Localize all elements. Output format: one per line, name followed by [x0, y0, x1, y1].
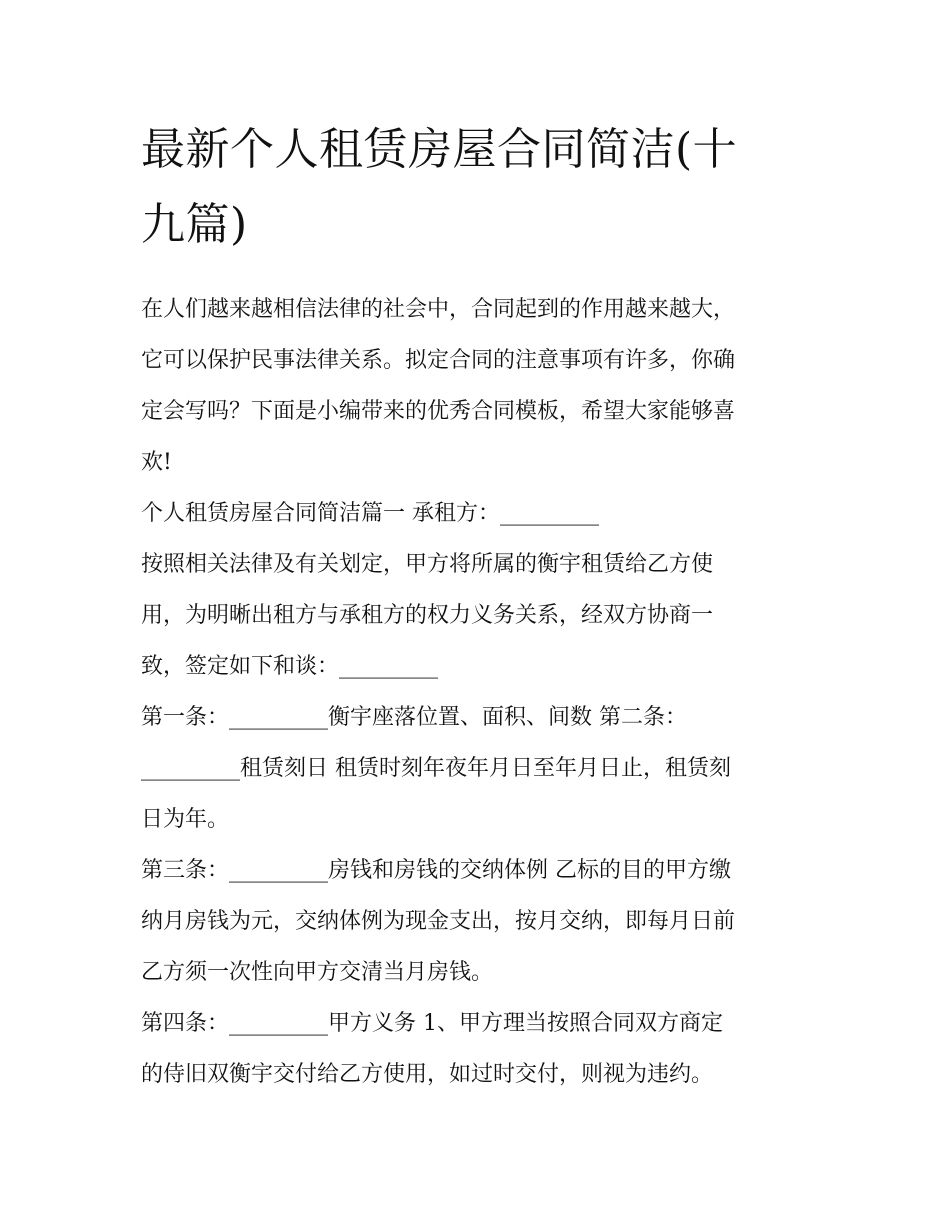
- document-title: [141, 112, 821, 262]
- text-line: 按照相关法律及有关划定，甲方将所属的衡宇租赁给乙方使: [141, 552, 714, 577]
- article-1-2-paragraph: [141, 692, 821, 845]
- text-line: 第四条：_________甲方义务 1、甲方理当按照合同双方商定: [141, 1011, 723, 1036]
- text-line: 的侍旧双衡宇交付给乙方使用，如过时交付，则视为违约。: [141, 1062, 714, 1087]
- article-3-paragraph: [141, 845, 821, 998]
- text-line: 致，签定如下和谈：_________: [141, 654, 439, 679]
- document-body: [141, 112, 821, 1100]
- text-line: 用，为明晰出租方与承租方的权力义务关系，经双方协商一: [141, 603, 714, 628]
- text-line: 日为年。: [141, 807, 230, 832]
- text-line: 乙方须一次性向甲方交清当月房钱。: [141, 960, 494, 985]
- text-line: 欢!: [141, 450, 172, 475]
- intro-paragraph: [141, 284, 821, 488]
- article-4-paragraph: [141, 998, 821, 1100]
- title-line: 最新个人租赁房屋合同简洁(十: [141, 124, 738, 175]
- text-line: 第一条：_________衡宇座落位置、面积、间数 第二条：: [141, 705, 687, 730]
- text-line: 在人们越来越相信法律的社会中，合同起到的作用越来越大，: [141, 297, 736, 322]
- preamble-paragraph: [141, 539, 821, 692]
- text-line: 它可以保护民事法律关系。拟定合同的注意事项有许多，你确: [141, 348, 736, 373]
- text-line: _________租赁刻日 租赁时刻年夜年月日至年月日止，租赁刻: [141, 756, 731, 781]
- text-line: 第三条：_________房钱和房钱的交纳体例 乙标的目的甲方缴: [141, 858, 731, 883]
- text-line: 定会写吗？下面是小编带来的优秀合同模板，希望大家能够喜: [141, 399, 736, 424]
- text-line: 纳月房钱为元，交纳体例为现金支出，按月交纳，即每月日前: [141, 909, 736, 934]
- section-heading-paragraph: [141, 488, 821, 539]
- text-line: 个人租赁房屋合同简洁篇一 承租方：_________: [141, 501, 599, 526]
- title-line: 九篇): [141, 199, 248, 250]
